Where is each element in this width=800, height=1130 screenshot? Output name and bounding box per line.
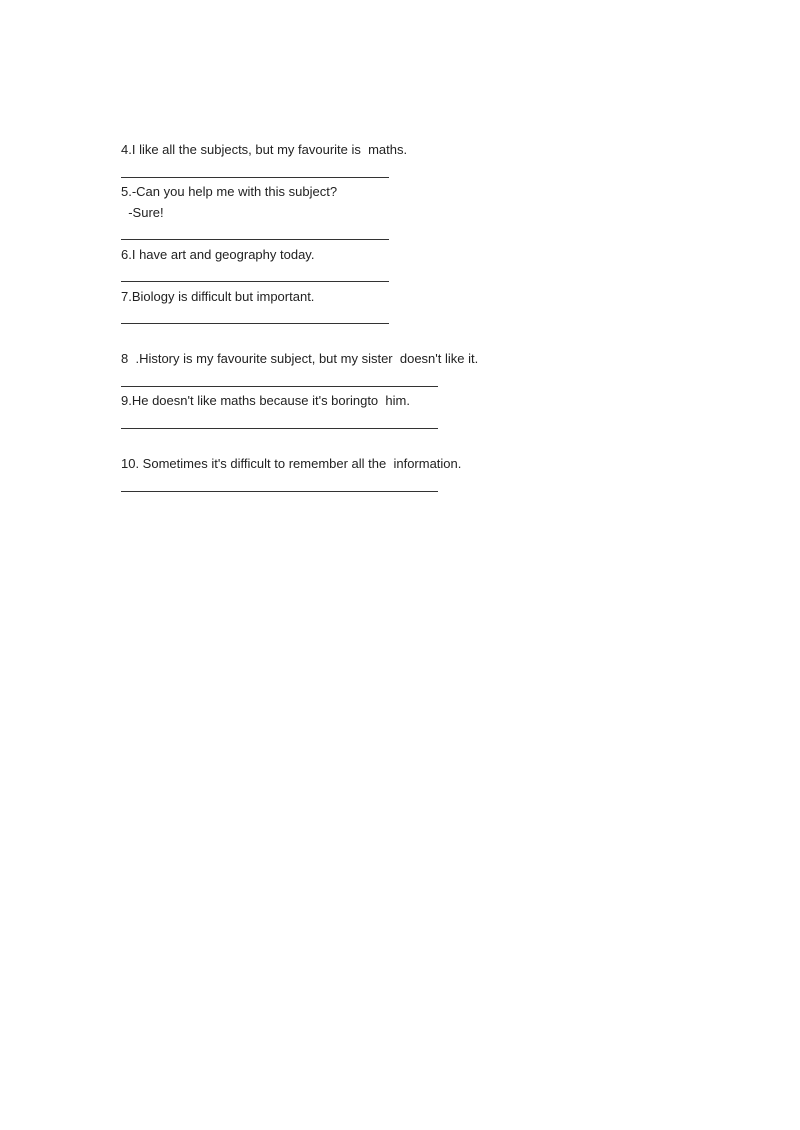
answer-line-10: [121, 491, 438, 492]
answer-line-4: [121, 177, 389, 178]
sentence-10: 10. Sometimes it's difficult to remember all the information.: [121, 456, 462, 471]
sentence-7: 7.Biology is difficult but important.: [121, 289, 315, 304]
answer-line-6: [121, 281, 389, 282]
sentence-9: 9.He doesn't like maths because it's boringto him.: [121, 393, 410, 408]
sentence-4: 4.I like all the subjects, but my favourite is maths.: [121, 142, 408, 157]
answer-line-9: [121, 428, 438, 429]
sentence-6: 6.I have art and geography today.: [121, 247, 315, 262]
answer-line-7: [121, 323, 389, 324]
sentence-5: 5.-Can you help me with this subject?: [121, 184, 338, 199]
answer-line-8: [121, 386, 438, 387]
sentence-5-reply: -Sure!: [121, 205, 164, 220]
sentence-8: 8 .History is my favourite subject, but my sister doesn't like it.: [121, 351, 479, 366]
answer-line-5: [121, 239, 389, 240]
